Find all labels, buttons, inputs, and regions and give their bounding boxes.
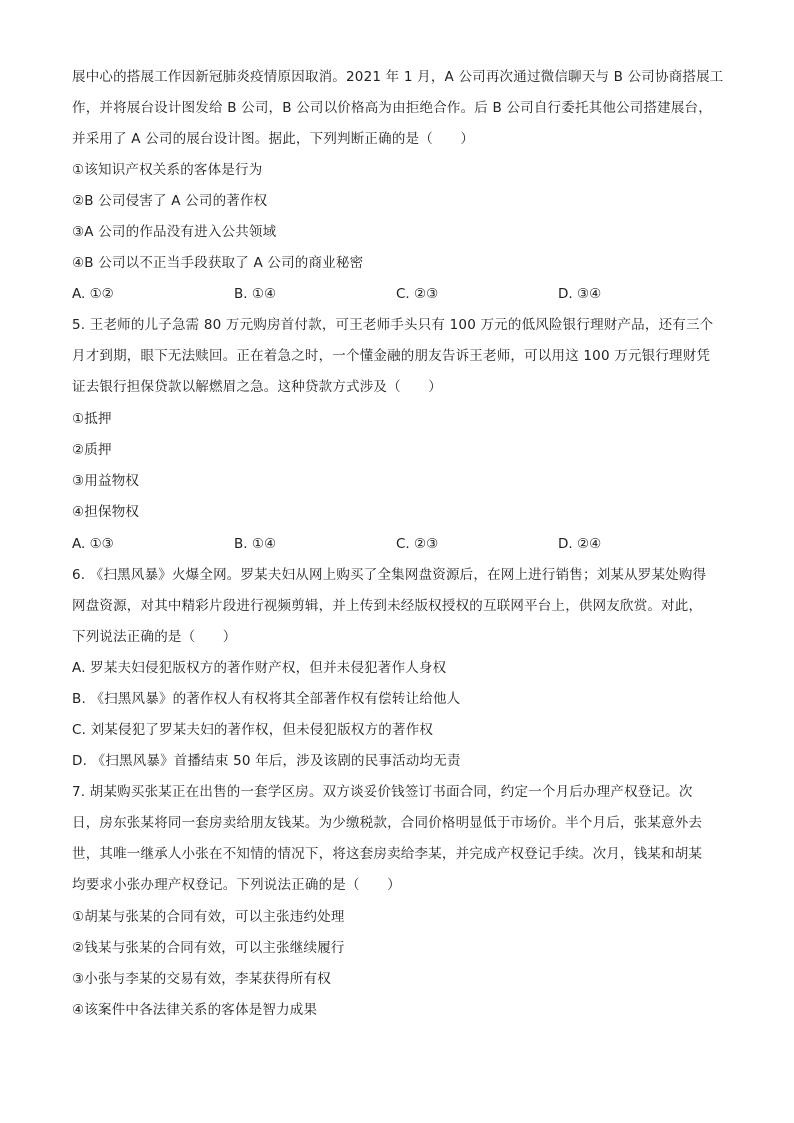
option-b: B. ①④: [234, 536, 277, 552]
question-stem-line: 日，房东张某将同一套房卖给朋友钱某。为少缴税款，合同价格明显低于市场价。半个月后，张某意外去: [72, 815, 703, 831]
statement-item: ①抵押: [72, 411, 112, 427]
statement-item: ④担保物权: [72, 504, 140, 520]
statement-item: ①该知识产权关系的客体是行为: [72, 162, 263, 178]
question-stem-line: 展中心的搭展工作因新冠肺炎疫情原因取消。2021 年 1 月，A 公司再次通过微信聊天与 B 公司协商搭展工: [72, 69, 724, 85]
answer-options: [72, 535, 722, 553]
statement-item: ③A 公司的作品没有进入公共领域: [72, 224, 277, 240]
choice-a: A. 罗某夫妇侵犯版权方的著作财产权，但并未侵犯著作人身权: [72, 660, 447, 676]
statement-item: ④B 公司以不正当手段获取了 A 公司的商业秘密: [72, 255, 364, 271]
statement-item: ③小张与李某的交易有效，李某获得所有权: [72, 971, 331, 987]
option-c: C. ②③: [396, 536, 439, 552]
statement-item: ①胡某与张某的合同有效，可以主张违约处理: [72, 909, 345, 925]
statement-item: ②钱某与张某的合同有效，可以主张继续履行: [72, 940, 345, 956]
option-b: B. ①④: [234, 286, 277, 302]
question-stem-line: 作，并将展台设计图发给 B 公司，B 公司以价格高为由拒绝合作。后 B 公司自行委托其他公司搭建展台，: [72, 100, 712, 116]
statement-item: ③用益物权: [72, 473, 140, 489]
choice-c: C. 刘某侵犯了罗某夫妇的著作权，但未侵犯版权方的著作权: [72, 722, 434, 738]
option-a: A. ①②: [72, 286, 114, 302]
option-d: D. ②④: [558, 536, 602, 552]
statement-item: ④该案件中各法律关系的客体是智力成果: [72, 1002, 318, 1018]
question-stem-line: 5. 王老师的儿子急需 80 万元购房首付款，可王老师手头只有 100 万元的低风险银行理财产品，还有三个: [72, 317, 714, 333]
choice-b: B. 《扫黑风暴》的著作权人有权将其全部著作权有偿转让给他人: [72, 691, 461, 707]
question-stem-line: 下列说法正确的是（ ）: [72, 629, 237, 645]
question-stem-line: 均要求小张办理产权登记。下列说法正确的是（ ）: [72, 877, 401, 893]
statement-item: ②B 公司侵害了 A 公司的著作权: [72, 193, 268, 209]
question-stem-line: 月才到期，眼下无法赎回。正在着急之时，一个懂金融的朋友告诉王老师，可以用这 100 万元银行理财凭: [72, 348, 711, 364]
option-d: D. ③④: [558, 286, 602, 302]
statement-item: ②质押: [72, 442, 112, 458]
question-stem-line: 网盘资源，对其中精彩片段进行视频剪辑，并上传到未经版权授权的互联网平台上，供网友欣赏。对此，: [72, 598, 703, 614]
option-c: C. ②③: [396, 286, 439, 302]
question-stem-line: 7. 胡某购买张某正在出售的一套学区房。双方谈妥价钱签订书面合同，约定一个月后办理产权登记。次: [72, 784, 693, 800]
option-a: A. ①③: [72, 536, 114, 552]
question-stem-line: 证去银行担保贷款以解燃眉之急。这种贷款方式涉及（ ）: [72, 379, 442, 395]
choice-d: D. 《扫黑风暴》首播结束 50 年后，涉及该剧的民事活动均无责: [72, 753, 461, 769]
question-stem-line: 并采用了 A 公司的展台设计图。据此，下列判断正确的是（ ）: [72, 131, 475, 147]
question-stem-line: 世，其唯一继承人小张在不知情的情况下，将这套房卖给李某，并完成产权登记手续。次月，钱某和胡某: [72, 846, 703, 862]
answer-options: [72, 285, 722, 303]
question-stem-line: 6. 《扫黑风暴》火爆全网。罗某夫妇从网上购买了全集网盘资源后，在网上进行销售；刘某从罗某处购得: [72, 567, 707, 583]
